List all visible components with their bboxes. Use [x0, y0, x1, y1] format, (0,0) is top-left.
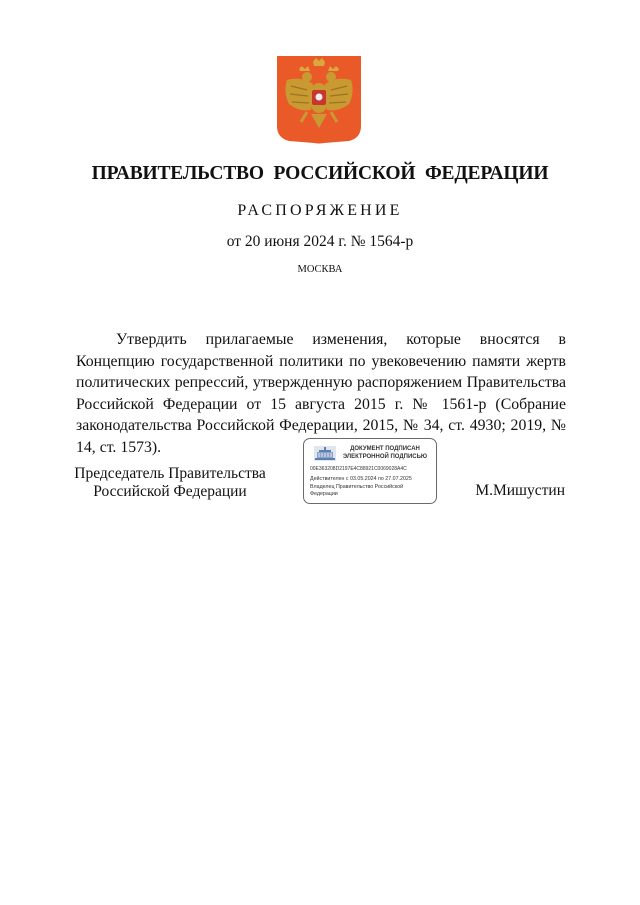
stamp-heading-line2: ЭЛЕКТРОННОЙ ПОДПИСЬЮ: [342, 454, 428, 460]
document-date-number: от 20 июня 2024 г. № 1564-р: [226, 233, 414, 250]
document-city: МОСКВА: [297, 264, 343, 275]
stamp-validity: Действителен с 03.05.2024 по 27.07.2025: [310, 476, 412, 482]
signer-title-line1: Председатель Правительства: [74, 465, 266, 482]
order-paragraph: Утвердить прилагаемые изменения, которые вносятся в Концепцию государственной политики по увековечению памяти жертв политических репрессий, утвержденную распоряжением Правительства Российской Федерации от 15 августа 2015 г. № 1561-р (Собрание законодательства Российской Федерации, 2015, № 34, ст. 4930; 2019, № 14, ст. 1573).: [76, 331, 566, 456]
document-type: РАСПОРЯЖЕНИЕ: [237, 202, 403, 219]
government-building-icon: [314, 446, 336, 461]
stamp-heading-line1: ДОКУМЕНТ ПОДПИСАН: [350, 446, 420, 452]
stamp-certificate: 00E363208D2197E4C88921C0069028A4C: [310, 466, 407, 472]
signer-title-line2: Российской Федерации: [93, 483, 247, 500]
stamp-owner: Владелец Правительство Российской Федерации: [310, 484, 404, 497]
coat-of-arms-icon: [277, 56, 361, 144]
electronic-signature-stamp: [303, 438, 437, 504]
stamp-heading: [338, 445, 432, 461]
signer-name: М.Мишустин: [475, 482, 565, 499]
government-title: ПРАВИТЕЛЬСТВО РОССИЙСКОЙ ФЕДЕРАЦИИ: [91, 163, 549, 184]
signer-title: [70, 465, 270, 501]
